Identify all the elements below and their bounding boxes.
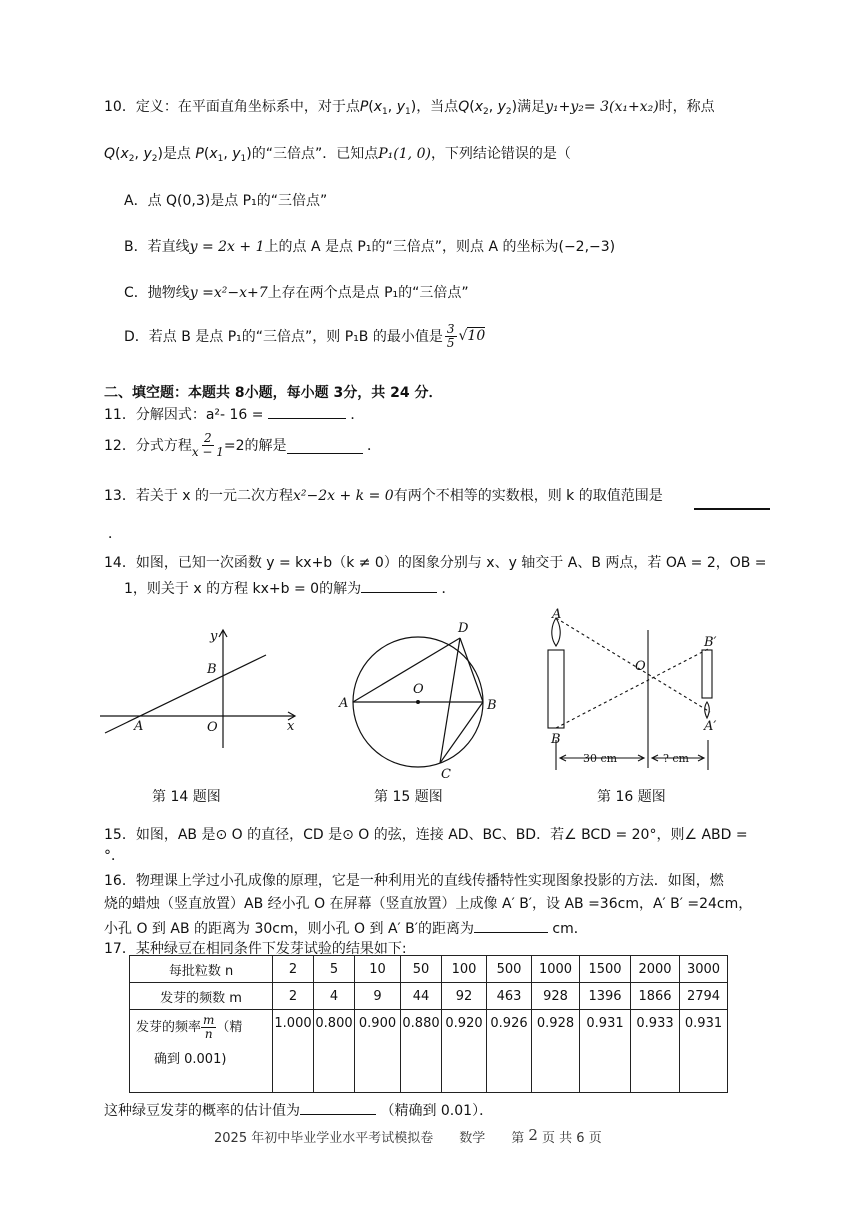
fig14-b-label: B bbox=[207, 662, 217, 677]
q15-line1: 15．如图，AB 是⊙ O 的直径，CD 是⊙ O 的弦，连接 AD、BC、BD．若∠ BCD = 20°，则∠ ABD = bbox=[104, 827, 748, 843]
q12: 12．分式方程 $\frac{2}{x - 1}$ =2的解是 ． bbox=[104, 430, 382, 459]
q14-line2: 1，则关于 x 的方程 kx+b = 0的解为 ． bbox=[124, 576, 456, 598]
svg-text:C: C bbox=[441, 767, 451, 782]
image-candle bbox=[702, 650, 712, 698]
svg-text:B: B bbox=[487, 698, 497, 713]
svg-text:B: B bbox=[551, 732, 561, 747]
svg-text:第 15 题图: 第 15 题图 bbox=[374, 789, 443, 805]
q16-line3: 小孔 O 到 AB 的距离为 30cm，则小孔 O 到 A′ B′的距离为 cm． bbox=[104, 916, 588, 938]
figure-16 bbox=[548, 618, 712, 770]
chord-ad bbox=[353, 638, 460, 702]
chord-cd bbox=[440, 638, 460, 763]
svg-text:D: D bbox=[458, 621, 469, 636]
fig14-o-label: O bbox=[207, 720, 218, 735]
center-o bbox=[416, 700, 420, 704]
q10-option-c: C．抛物线y =x²−x+7上存在两个点是点 P₁的“三倍点” bbox=[124, 285, 469, 301]
svg-text:O: O bbox=[635, 659, 646, 674]
fig14-y-label: y bbox=[210, 629, 218, 644]
fig14-x-label: x bbox=[287, 719, 295, 734]
table-row: 每批粒数 n 2 5 10 50 100 500 1000 1500 2000 3000 bbox=[130, 956, 728, 983]
q16-line1: 16．物理课上学过小孔成像的原理，它是一种利用光的直线传播特性实现图象投影的方法．如图，燃 bbox=[104, 873, 724, 889]
table-row: 发芽的频数 m 2 4 9 44 92 463 928 1396 1866 2794 bbox=[130, 983, 728, 1010]
figure-14 bbox=[100, 630, 295, 748]
svg-text:? cm: ? cm bbox=[663, 752, 689, 765]
table-row: 发芽的频率 $\frac{m}{n}$ （精 确到 0.001) 1.000 0.800 0.900 0.880 0.920 0.926 0.928 0.931 0.933 0.931 bbox=[130, 1010, 728, 1093]
q17-intro: 17．某种绿豆在相同条件下发芽试验的结果如下: bbox=[104, 941, 407, 957]
candle bbox=[548, 650, 564, 728]
q14-line1: 14．如图，已知一次函数 y = kx+b（k ≠ 0）的图象分别与 x、y 轴交于 A、B 两点，若 OA = 2，OB = bbox=[104, 555, 767, 571]
q16-line2: 烧的蜡烛（竖直放置）AB 经小孔 O 在屏幕（竖直放置）上成像 A′ B′，设 AB =36cm，A′ B′ =24cm， bbox=[104, 896, 753, 912]
figures bbox=[0, 600, 867, 810]
condition-formula: y₁+y₂= 3(x₁+x₂) bbox=[545, 99, 659, 115]
fig14-a-label: A bbox=[134, 719, 144, 734]
q10-option-b: B．若直线y = 2x + 1上的点 A 是点 P₁的“三倍点”，则点 A 的坐标为(−2,−3) bbox=[124, 239, 616, 255]
q13-blank[interactable] bbox=[694, 508, 770, 510]
svg-text:A′: A′ bbox=[704, 719, 717, 734]
svg-text:B′: B′ bbox=[704, 635, 717, 650]
q10-line2: $Q(x_2$, $y_2$)是点 $P(x_1$, $y_1$)的“三倍点”．已知点P₁(1, 0)，下列结论错误的是（ bbox=[104, 146, 571, 164]
section-2-heading: 二、填空题：本题共 8小题，每小题 3分，共 24 分． bbox=[104, 385, 443, 401]
function-line bbox=[105, 655, 266, 733]
q10-option-d: D．若点 B 是点 P₁的“三倍点”，则 P₁B 的最小值是 $\frac{3}{5}$ √10 bbox=[124, 321, 486, 350]
point-p: P bbox=[359, 99, 369, 115]
flame bbox=[552, 618, 560, 646]
fig14-caption: 第 14 题图 bbox=[152, 789, 221, 805]
page-footer: 2025 年初中毕业学业水平考试模拟卷 数学 第 2 页 共 6 页 bbox=[214, 1126, 602, 1146]
known-point: P₁(1, 0) bbox=[378, 146, 431, 162]
svg-text:30 cm: 30 cm bbox=[583, 752, 618, 765]
chord-bc bbox=[440, 702, 483, 763]
q10-line1: 10．定义：在平面直角坐标系中，对于点$P(x_1$, $y_1$)，当点$Q(x_2$, $y_2$)满足y₁+y₂= 3(x₁+x₂)时，称点 bbox=[104, 99, 715, 117]
q10-option-a: A．点 Q(0,3)是点 P₁的“三倍点” bbox=[124, 193, 328, 209]
svg-text:第 16 题图: 第 16 题图 bbox=[597, 789, 666, 805]
svg-text:A: A bbox=[552, 607, 562, 622]
chord-bd bbox=[460, 638, 483, 702]
svg-text:O: O bbox=[413, 682, 424, 697]
q15-line2: °． bbox=[104, 848, 125, 864]
q17-outro: 这种绿豆发芽的概率的估计值为 （精确到 0.01）． bbox=[104, 1098, 493, 1120]
q13: 13．若关于 x 的一元二次方程x²−2x + k = 0有两个不相等的实数根，则 k 的取值范围是 bbox=[104, 488, 663, 504]
q11: 11．分解因式：a²- 16 = ． bbox=[104, 407, 365, 423]
svg-text:A: A bbox=[339, 696, 349, 711]
germination-table bbox=[129, 955, 728, 1093]
